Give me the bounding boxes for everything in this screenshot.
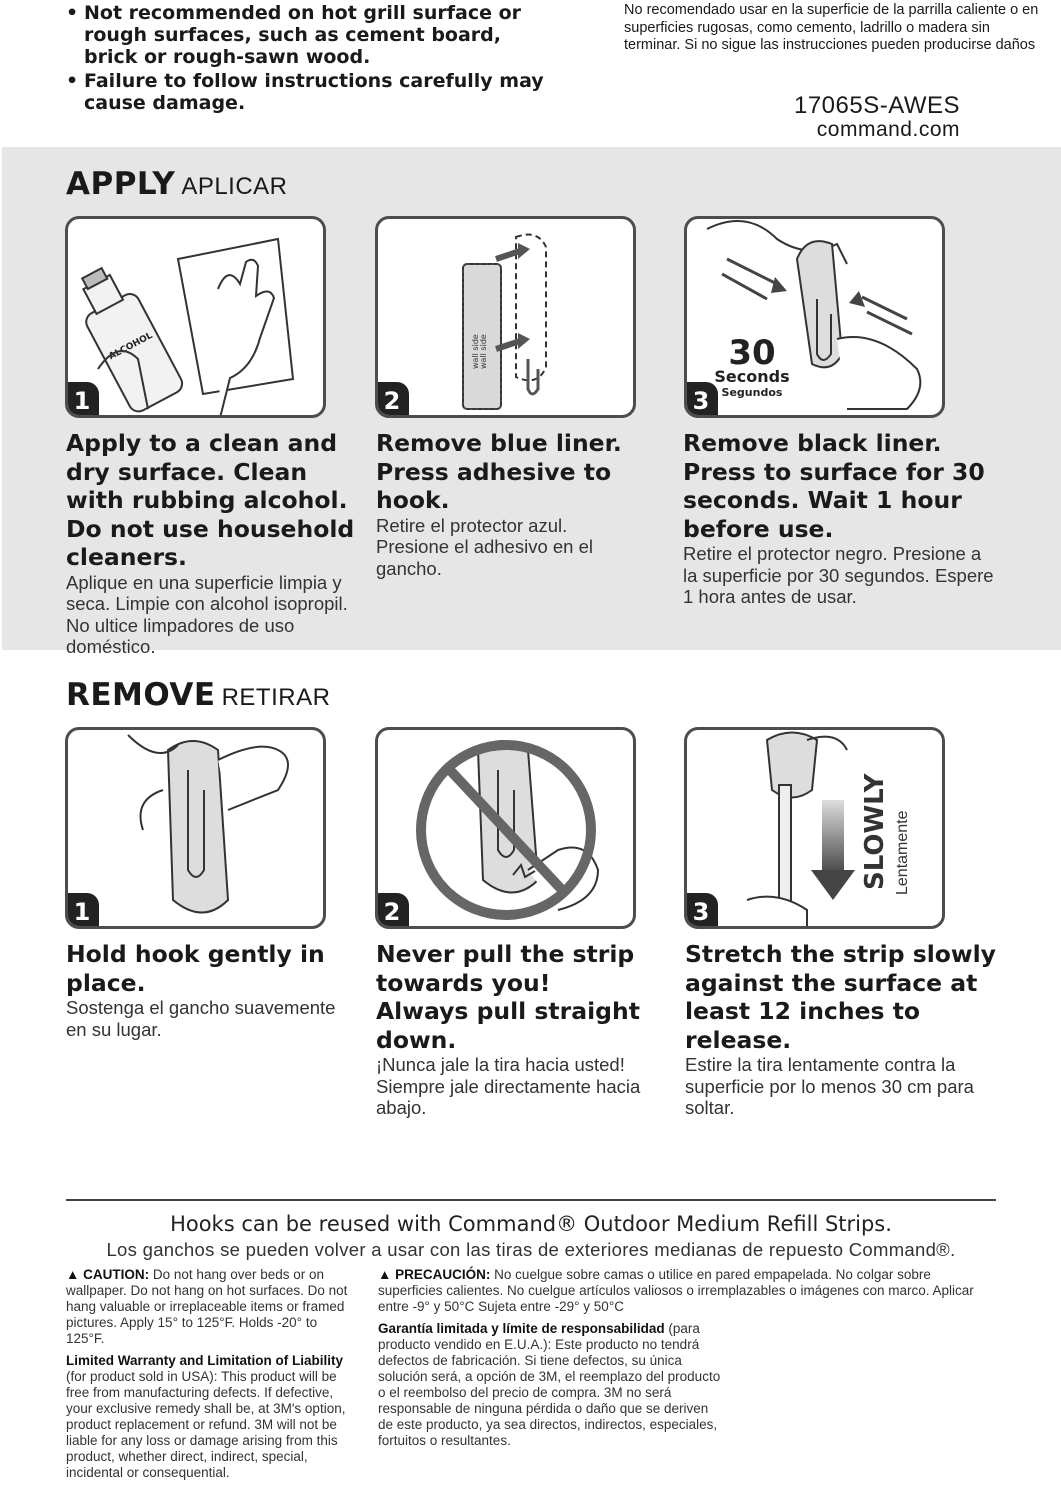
step-instruction-en: Stretch the strip slowly against the surface at least 12 inches to release. xyxy=(685,940,996,1054)
step-instruction-es: ¡Nunca jale la tira hacia usted! Siempre jale directamente hacia abajo. xyxy=(376,1054,641,1118)
remove-heading xyxy=(66,677,330,713)
svg-text:30: 30 xyxy=(728,333,776,373)
website: command.com xyxy=(816,118,960,141)
apply-step-3-text xyxy=(683,429,995,608)
step-instruction-es: Retire el protector negro. Presione a la superficie por 30 segundos. Espere 1 hora antes de usar. xyxy=(683,543,994,607)
svg-text:SLOWLY: SLOWLY xyxy=(860,773,890,890)
apply-heading xyxy=(66,166,288,202)
warning-bullet: • Failure to follow instructions carefully may cause damage. xyxy=(66,70,546,114)
svg-text:wall side: wall side xyxy=(471,334,480,369)
step-number: 2 xyxy=(375,382,409,418)
product-id xyxy=(700,94,960,142)
adhesive-strip-icon xyxy=(378,219,633,415)
step-number: 2 xyxy=(375,893,409,929)
remove-step-2-illustration xyxy=(375,727,636,929)
warranty-label-es: Garantía limitada y límite de responsabilidad xyxy=(378,1321,665,1336)
alcohol-wipe-icon xyxy=(68,219,323,415)
apply-step-2-illustration xyxy=(375,216,636,418)
caution-en xyxy=(66,1267,348,1347)
top-warning-en xyxy=(66,2,546,116)
step-number: 1 xyxy=(65,893,99,929)
svg-text:Seconds: Seconds xyxy=(714,367,790,386)
step-instruction-es: Sostenga el gancho suavemente en su lugar. xyxy=(66,997,336,1040)
warranty-es xyxy=(378,1321,723,1449)
remove-step-1-illustration xyxy=(65,727,326,929)
legal-en xyxy=(66,1267,348,1481)
svg-text:ALCOHOL: ALCOHOL xyxy=(107,330,155,363)
apply-step-3-illustration xyxy=(684,216,945,418)
svg-text:Segundos: Segundos xyxy=(721,386,783,399)
step-instruction-en: Remove blue liner. Press adhesive to hook. xyxy=(376,429,622,514)
apply-step-1-illustration xyxy=(65,216,326,418)
step-instruction-en: Apply to a clean and dry surface. Clean with rubbing alcohol. Do not use household cleaners. xyxy=(66,429,355,571)
apply-title: APPLY xyxy=(66,166,176,202)
legal-es xyxy=(378,1267,974,1449)
reuse-note-en: Hooks can be reused with Command® Outdoor Medium Refill Strips. xyxy=(170,1212,892,1236)
product-code: 17065S-AWES xyxy=(793,92,960,119)
apply-title-es: APLICAR xyxy=(181,173,288,200)
caution-text-en: Do not hang over beds or on wallpaper. Do not hang on hot surfaces. Do not hang valuable or irreplaceable items or framed pictures. Apply 15° to 125°F. Holds -20° to 125°F. xyxy=(66,1267,348,1346)
remove-title-es: RETIRAR xyxy=(221,684,331,711)
step-instruction-es: Estire la tira lentamente contra la superficie por lo menos 30 cm para soltar. xyxy=(685,1054,974,1118)
remove-title: REMOVE xyxy=(66,677,216,713)
remove-step-1-text xyxy=(66,940,356,1040)
warning-triangle-icon: ▲ xyxy=(66,1267,80,1282)
step-instruction-en: Remove black liner. Press to surface for 30 seconds. Wait 1 hour before use. xyxy=(683,429,985,543)
reuse-note-es: Los ganchos se pueden volver a usar con las tiras de exteriores medianas de repuesto Command®. xyxy=(106,1239,956,1260)
caution-text-es: No cuelgue sobre camas o utilice en pared empapelada. No colgar sobre superficies calientes. No cuelgue artículos valiosos o irremplazables o imágenes con marco. Aplicar entre -9° y 50°C Sujeta entre -29° y 50°C xyxy=(378,1267,974,1314)
remove-step-3-illustration xyxy=(684,727,945,929)
top-warning-es: No recomendado usar en la superficie de la parrilla caliente o en superficies rugosas, como cemento, ladrillo o madera sin terminar. Si no sigue las instrucciones pueden producirse daños xyxy=(624,2,1039,53)
caution-label-en: CAUTION: xyxy=(83,1267,150,1282)
press-timer-icon xyxy=(687,219,942,415)
step-instruction-es: Retire el protector azul. Presione el adhesivo en el gancho. xyxy=(376,514,594,579)
hold-hook-icon xyxy=(68,730,323,926)
svg-text:wall side: wall side xyxy=(479,334,488,369)
caution-label-es: PRECAUCIÓN: xyxy=(395,1267,491,1282)
remove-step-2-text xyxy=(376,940,646,1119)
caution-es xyxy=(378,1267,978,1315)
warranty-text-es: (para producto vendido en E.U.A.): Este producto no tendrá defectos de fabricación. Si tiene defectos, su única solución será, a opción de 3M, el reemplazo del producto o el reembolso del precio de compra. 3M no será responsable de ninguna pérdida o daño que se deriven de este producto, ya sea directos, indirectos, especiales, fortuitos o resultantes. xyxy=(378,1321,721,1448)
apply-step-1-text xyxy=(66,429,366,658)
step-instruction-es: Aplique en una superficie limpia y seca. Limpie con alcohol isopropil. No ultice limpadores de uso doméstico. xyxy=(66,571,348,657)
apply-step-2-text xyxy=(376,429,636,579)
step-instruction-en: Hold hook gently in place. xyxy=(66,940,325,997)
step-number: 3 xyxy=(684,893,718,929)
step-instruction-en: Never pull the strip towards you! Always pull straight down. xyxy=(376,940,640,1054)
step-number: 1 xyxy=(65,382,99,418)
step-number: 3 xyxy=(684,382,718,418)
no-pull-icon xyxy=(378,730,633,926)
warranty-en xyxy=(66,1353,348,1481)
warranty-text-en: (for product sold in USA): This product will be free from manufacturing defects. If defective, your exclusive remedy shall be, at 3M's option, product replacement or refund. 3M will not be liable for any loss or damage arising from this product, whether direct, indirect, special, incidental or consequential. xyxy=(66,1369,346,1480)
remove-step-3-text xyxy=(685,940,1005,1119)
warning-bullet: • Not recommended on hot grill surface or rough surfaces, such as cement board, brick or rough-sawn wood. xyxy=(66,2,546,68)
warranty-label-en: Limited Warranty and Limitation of Liability xyxy=(66,1353,344,1368)
divider xyxy=(66,1199,996,1201)
warning-triangle-icon: ▲ xyxy=(378,1267,392,1282)
slow-stretch-icon xyxy=(687,730,942,926)
svg-text:Lentamente: Lentamente xyxy=(894,810,911,895)
